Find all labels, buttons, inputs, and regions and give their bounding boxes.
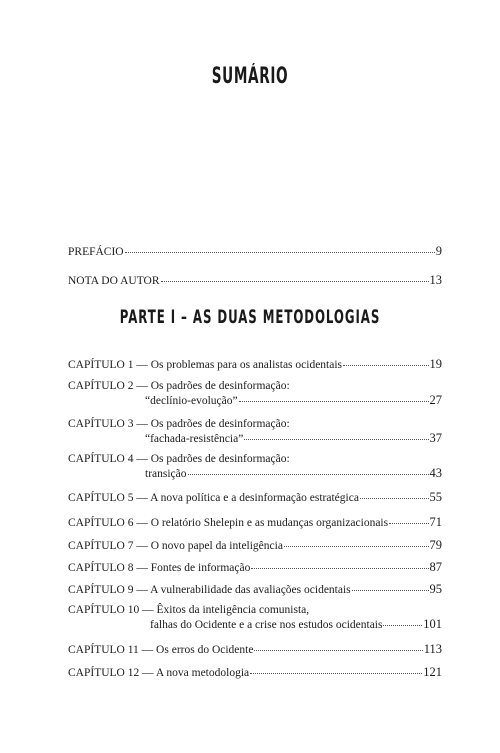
dot-leader xyxy=(383,625,422,626)
toc-entry-label-continued: falhas do Ocidente e a crise nos estudos ocidentais xyxy=(150,619,383,631)
toc-entry-chapter-2[interactable] xyxy=(68,379,442,408)
dot-leader xyxy=(254,650,422,651)
toc-entry-label-continued: transição xyxy=(145,468,187,480)
toc-page-number: 37 xyxy=(429,431,442,445)
toc-entry-label: NOTA DO AUTOR xyxy=(68,275,160,287)
toc-entry-label: CAPÍTULO 10 — Êxitos da inteligência comunista, xyxy=(68,604,310,616)
dot-leader xyxy=(251,568,428,569)
toc-entry-chapter-12[interactable] xyxy=(68,665,442,680)
toc-entry-chapter-9[interactable] xyxy=(68,582,442,597)
toc-entry-chapter-5[interactable] xyxy=(68,490,442,505)
toc-entry-label: CAPÍTULO 2 — Os padrões de desinformação: xyxy=(68,380,290,392)
toc-entry-label: CAPÍTULO 3 — Os padrões de desinformação: xyxy=(68,418,290,430)
dot-leader xyxy=(250,673,422,674)
dot-leader xyxy=(161,281,429,282)
toc-entry-chapter-1[interactable] xyxy=(68,357,442,372)
toc-entry-label: CAPÍTULO 8 — Fontes de informação xyxy=(68,562,251,574)
toc-entry-nota-do-autor[interactable] xyxy=(68,273,442,288)
toc-page-number: 95 xyxy=(429,582,442,596)
toc-page-number: 27 xyxy=(429,393,442,407)
page-title: SUMÁRIO xyxy=(211,64,289,89)
toc-page-number: 19 xyxy=(429,357,442,371)
toc-entry-chapter-11[interactable] xyxy=(68,642,442,657)
toc-page-number: 13 xyxy=(429,273,442,287)
part-heading: PARTE I – AS DUAS METODOLOGIAS xyxy=(119,306,381,328)
toc-entry-label: CAPÍTULO 11 — Os erros do Ocidente xyxy=(68,644,254,656)
toc-entry-label-continued: “declínio-evolução” xyxy=(145,395,238,407)
toc-page-number: 113 xyxy=(423,642,442,656)
toc-page-number: 101 xyxy=(423,617,442,631)
toc-entry-label: CAPÍTULO 5 — A nova política e a desinformação estratégica xyxy=(68,492,359,504)
toc-entry-prefacio[interactable] xyxy=(68,244,442,259)
toc-entry-label: CAPÍTULO 7 — O novo papel da inteligência xyxy=(68,540,283,552)
toc-entry-label: CAPÍTULO 4 — Os padrões de desinformação: xyxy=(68,453,290,465)
toc-entry-chapter-6[interactable] xyxy=(68,515,442,530)
toc-page-number: 121 xyxy=(423,665,442,679)
toc-entry-label-continued: “fachada-resistência” xyxy=(145,433,244,445)
toc-page-number: 79 xyxy=(429,538,442,552)
toc-page-number: 9 xyxy=(435,244,442,258)
dot-leader xyxy=(125,252,435,253)
toc-entry-label: CAPÍTULO 9 — A vulnerabilidade das avaliações ocidentais xyxy=(68,584,351,596)
toc-page-number: 43 xyxy=(429,466,442,480)
dot-leader xyxy=(360,498,429,499)
toc-entry-label: CAPÍTULO 1 — Os problemas para os analistas ocidentais xyxy=(68,359,343,371)
toc-entry-chapter-7[interactable] xyxy=(68,538,442,553)
toc-page-number: 71 xyxy=(429,515,442,529)
toc-entry-chapter-8[interactable] xyxy=(68,560,442,575)
toc-entry-chapter-10[interactable] xyxy=(68,603,442,632)
dot-leader xyxy=(389,523,428,524)
dot-leader xyxy=(284,546,429,547)
dot-leader xyxy=(343,365,428,366)
dot-leader xyxy=(239,401,429,402)
toc-entry-label: CAPÍTULO 6 — O relatório Shelepin e as mudanças organizacionais xyxy=(68,517,389,529)
dot-leader xyxy=(352,590,429,591)
toc-page-number: 87 xyxy=(429,560,442,574)
toc-page-number: 55 xyxy=(429,490,442,504)
toc-entry-chapter-3[interactable] xyxy=(68,417,442,446)
toc-entry-label: CAPÍTULO 12 — A nova metodologia xyxy=(68,667,250,679)
dot-leader xyxy=(188,474,429,475)
dot-leader xyxy=(244,439,428,440)
toc-entry-chapter-4[interactable] xyxy=(68,452,442,481)
toc-entry-label: PREFÁCIO xyxy=(68,246,124,258)
